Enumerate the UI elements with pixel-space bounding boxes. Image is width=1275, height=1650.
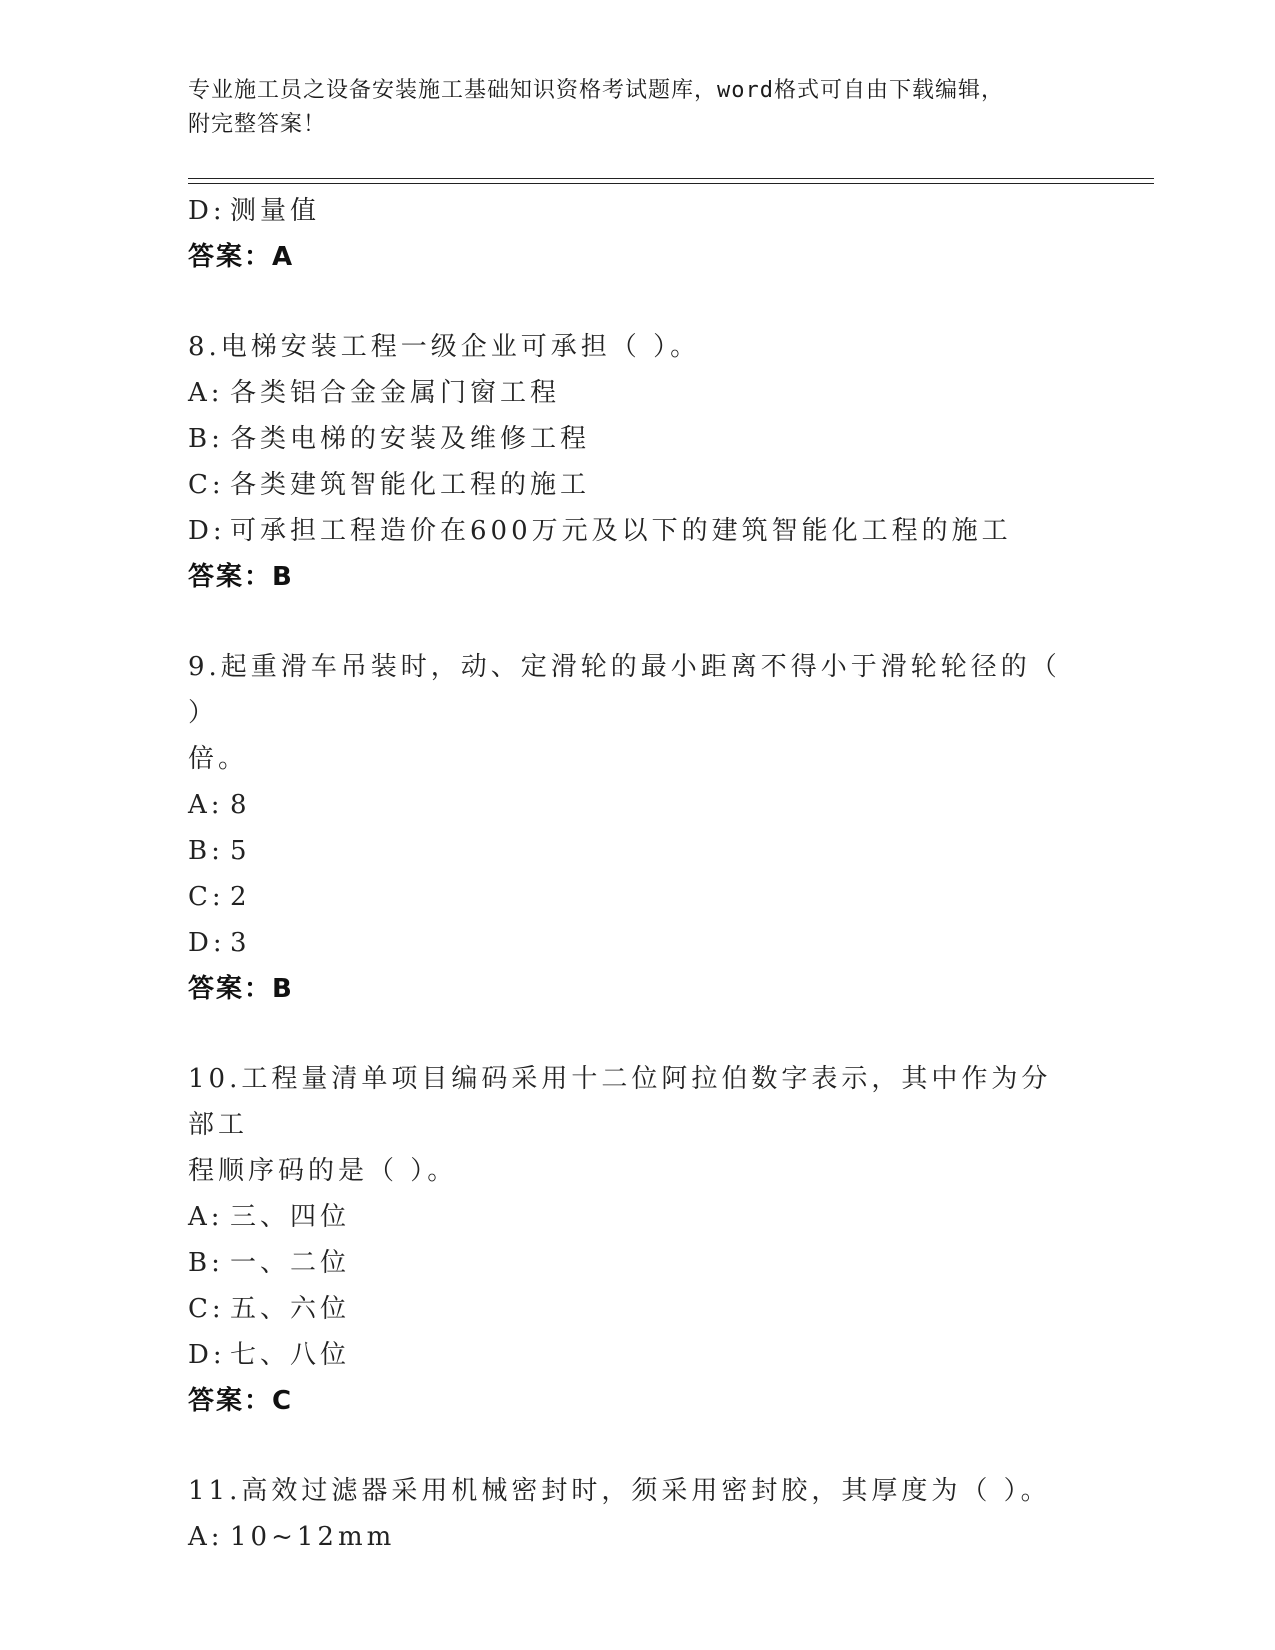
option-c: [188, 874, 1088, 920]
question-10: [188, 1056, 1088, 1424]
option-d: [188, 508, 1088, 554]
question-8: [188, 324, 1088, 600]
document-header: [188, 74, 1068, 142]
option-letter: A:: [188, 1522, 224, 1552]
option-d: [188, 1332, 1088, 1378]
option-d: [188, 920, 1088, 966]
question-stem: 11.高效过滤器采用机械密封时，须采用密封胶，其厚度为（ ）。: [188, 1476, 1051, 1506]
question-stem-line-2: 倍。: [188, 744, 249, 774]
question-9: [188, 644, 1088, 1012]
option-letter: D:: [188, 1340, 226, 1370]
option-letter: A:: [188, 790, 224, 820]
question-answer: 答案：C: [188, 1386, 294, 1416]
option-letter: C:: [188, 470, 225, 500]
option-text: 测量值: [230, 196, 321, 226]
carryover-option-d: [188, 188, 1088, 234]
question-stem-line-1: 10.工程量清单项目编码采用十二位阿拉伯数字表示，其中作为分部工: [188, 1064, 1052, 1140]
option-letter: B:: [188, 424, 224, 454]
question-stem: 8.电梯安装工程一级企业可承担（ ）。: [188, 332, 701, 362]
option-text: 8: [230, 790, 251, 820]
option-text: 5: [230, 836, 251, 866]
spacer: [188, 280, 1088, 324]
header-title-line-1: 专业施工员之设备安装施工基础知识资格考试题库，word格式可自由下载编辑，: [188, 78, 1004, 103]
spacer: [188, 600, 1088, 644]
option-c: [188, 1286, 1088, 1332]
option-letter: B:: [188, 1248, 224, 1278]
spacer: [188, 1424, 1088, 1468]
option-letter: D:: [188, 928, 226, 958]
option-letter: B:: [188, 836, 224, 866]
question-stem: [188, 1056, 1068, 1194]
option-text: 五、六位: [230, 1294, 351, 1324]
option-letter: D:: [188, 196, 226, 226]
document-body: [188, 188, 1088, 1560]
carryover-answer: 答案：A: [188, 242, 295, 272]
header-divider-bottom: [188, 183, 1154, 184]
question-answer: 答案：B: [188, 974, 294, 1004]
option-text: 10~12mm: [230, 1522, 396, 1552]
option-a: [188, 1194, 1088, 1240]
option-text: 可承担工程造价在600万元及以下的建筑智能化工程的施工: [230, 516, 1012, 546]
option-letter: A:: [188, 1202, 224, 1232]
option-b: [188, 1240, 1088, 1286]
option-b: [188, 828, 1088, 874]
option-text: 各类铝合金金属门窗工程: [230, 378, 561, 408]
question-stem: [188, 644, 1068, 782]
option-b: [188, 416, 1088, 462]
option-a: [188, 782, 1088, 828]
option-c: [188, 462, 1088, 508]
option-text: 各类建筑智能化工程的施工: [230, 470, 591, 500]
header-title-line-2: 附完整答案！: [188, 112, 327, 137]
option-letter: A:: [188, 378, 224, 408]
spacer: [188, 1012, 1088, 1056]
question-11: [188, 1468, 1088, 1560]
question-stem-line-1: 9.起重滑车吊装时，动、定滑轮的最小距离不得小于滑轮轮径的（ ）: [188, 652, 1061, 728]
option-letter: C:: [188, 1294, 225, 1324]
option-text: 2: [230, 882, 251, 912]
option-text: 各类电梯的安装及维修工程: [230, 424, 591, 454]
option-text: 七、八位: [230, 1340, 351, 1370]
question-stem-line-2: 程顺序码的是（ ）。: [188, 1156, 458, 1186]
option-letter: D:: [188, 516, 226, 546]
option-text: 三、四位: [230, 1202, 351, 1232]
option-a: [188, 1514, 1088, 1560]
header-divider-top: [188, 178, 1154, 179]
option-letter: C:: [188, 882, 225, 912]
option-text: 3: [230, 928, 251, 958]
option-a: [188, 370, 1088, 416]
option-text: 一、二位: [230, 1248, 351, 1278]
question-answer: 答案：B: [188, 562, 294, 592]
